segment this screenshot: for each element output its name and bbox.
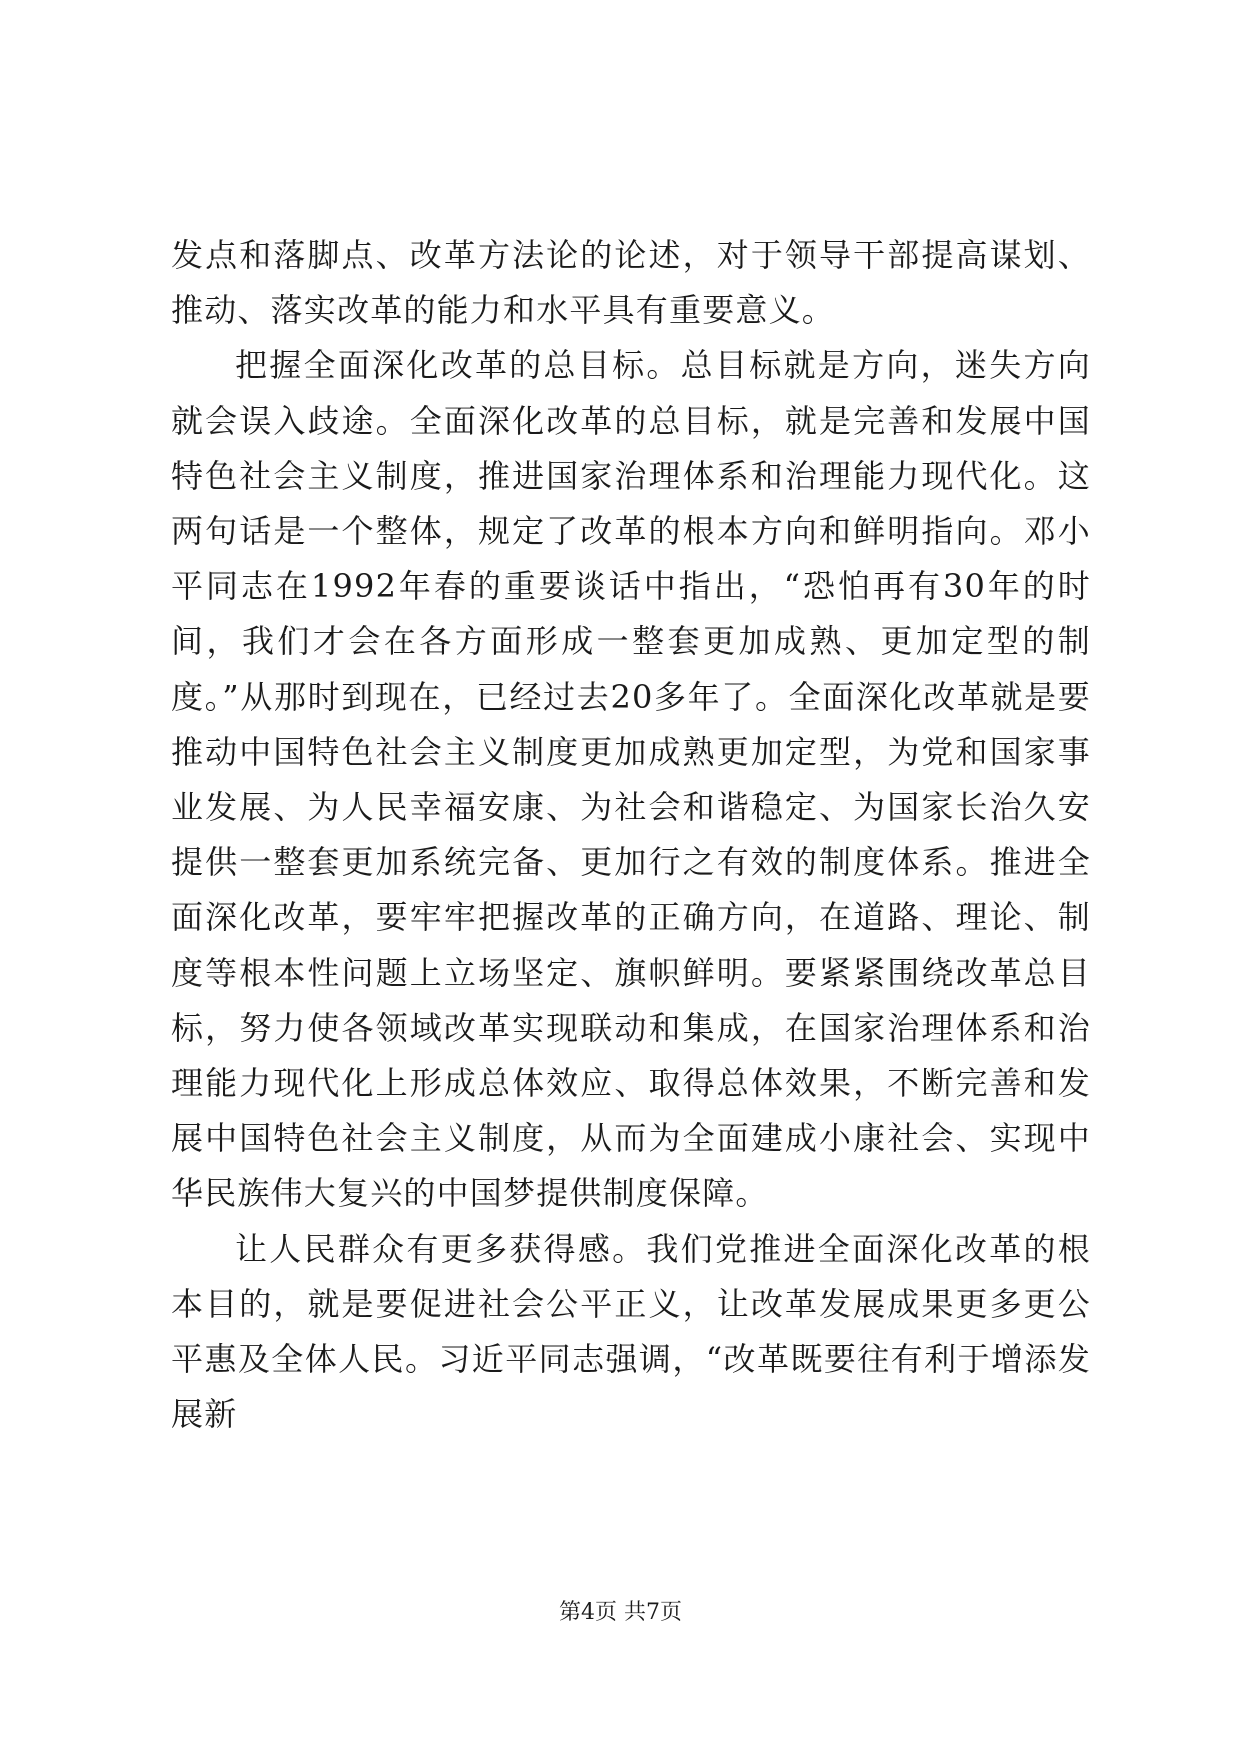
page-footer: 第4页 共7页 xyxy=(559,1600,682,1625)
paragraph-1: 发点和落脚点、改革方法论的论述，对于领导干部提高谋划、推动、落实改革的能力和水平具有重要意义。 xyxy=(171,236,1091,330)
paragraph-2: 把握全面深化改革的总目标。总目标就是方向，迷失方向就会误入歧途。全面深化改革的总目标，就是完善和发展中国特色社会主义制度，推进国家治理体系和治理能力现代化。这两句话是一个整体，规定了改革的根本方向和鲜明指向。邓小平同志在1992年春的重要谈话中指出，“恐怕再有30年的时间，我们才会在各方面形成一整套更加成熟、更加定型的制度。”从那时到现在，已经过去20多年了。全面深化改革就是要推动中国特色社会主义制度更加成熟更加定型，为党和国家事业发展、为人民幸福安康、为社会和谐稳定、为国家长治久安提供一整套更加系统完备、更加行之有效的制度体系。推进全面深化改革，要牢牢把握改革的正确方向，在道路、理论、制度等根本性问题上立场坚定、旗帜鲜明。要紧紧围绕改革总目标，努力使各领域改革实现联动和集成，在国家治理体系和治理能力现代化上形成总体效应、取得总体效果，不断完善和发展中国特色社会主义制度，从而为全面建成小康社会、实现中华民族伟大复兴的中国梦提供制度保障。 xyxy=(171,346,1091,1213)
body-text xyxy=(171,228,1091,1442)
paragraph-3: 让人民群众有更多获得感。我们党推进全面深化改革的根本目的，就是要促进社会公平正义，让改革发展成果更多更公平惠及全体人民。习近平同志强调，“改革既要往有利于增添发展新 xyxy=(171,1229,1091,1434)
